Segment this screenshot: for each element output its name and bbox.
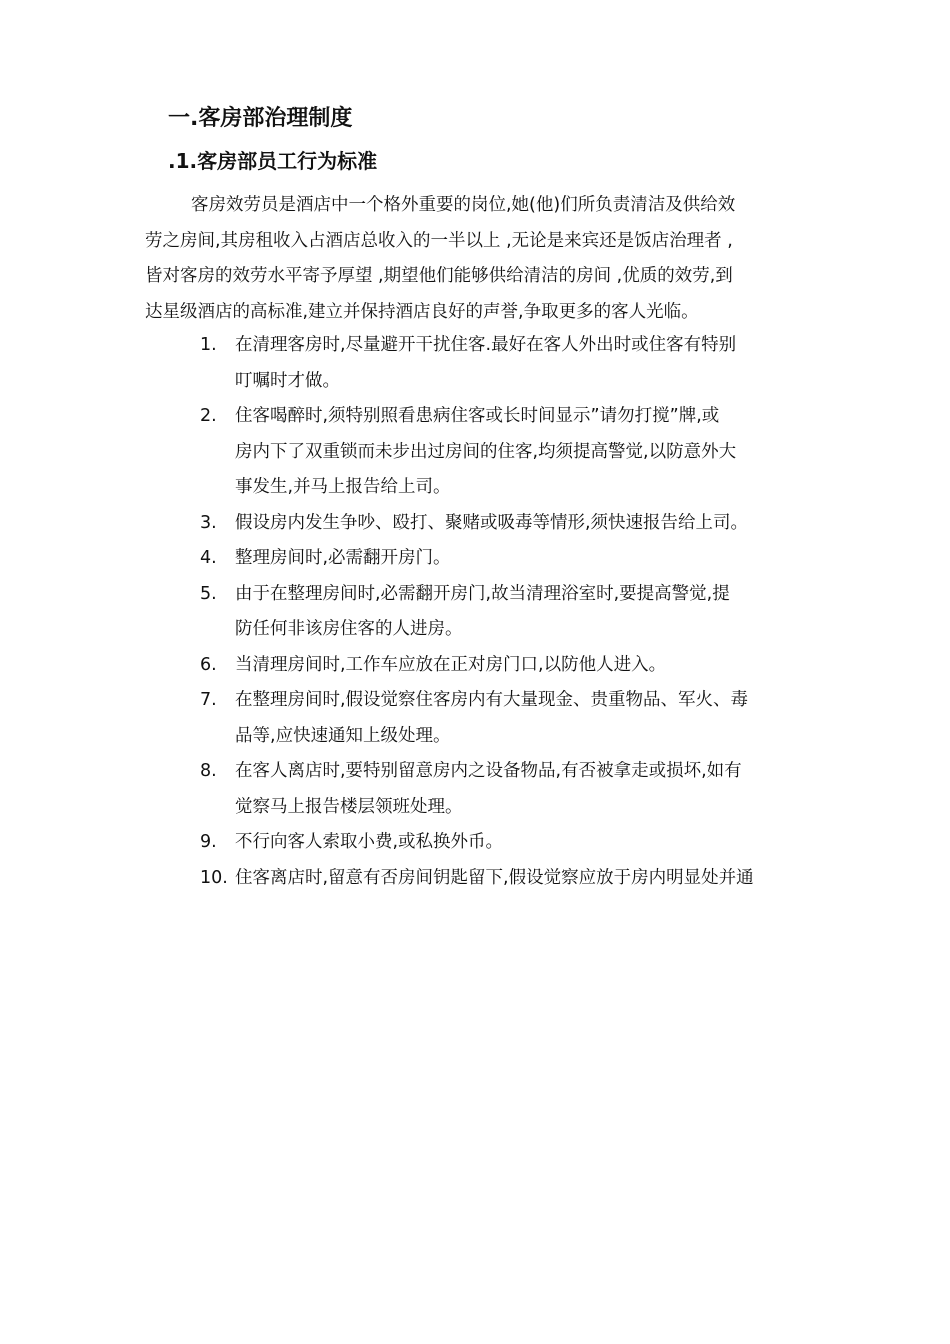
rule-item bbox=[200, 328, 820, 399]
rule-item bbox=[200, 399, 820, 506]
rule-item bbox=[200, 683, 820, 754]
rule-text-line: 住客离店时,留意有否房间钥匙留下,假设觉察应放于房内明显处并通 bbox=[235, 867, 754, 888]
rule-text-line: 叮嘱时才做。 bbox=[235, 370, 340, 391]
rules-list bbox=[200, 328, 820, 896]
intro-paragraph bbox=[145, 188, 795, 330]
rule-item bbox=[200, 825, 820, 861]
intro-line: 达星级酒店的高标准,建立并保持酒店良好的声誉,争取更多的客人光临。 bbox=[145, 301, 699, 322]
rule-text-line: 房内下了双重锁而未步出过房间的住客,均须提高警觉,以防意外大 bbox=[235, 441, 737, 462]
rule-item bbox=[200, 648, 820, 684]
rule-number: 7. bbox=[200, 690, 217, 710]
rule-item bbox=[200, 861, 820, 897]
rule-text-line: 住客喝醉时,须特别照看患病住客或长时间显示”请勿打搅”牌,或 bbox=[235, 406, 720, 426]
rule-text-line: 由于在整理房间时,必需翻开房门,故当清理浴室时,要提高警觉,提 bbox=[235, 583, 730, 604]
rule-number: 1. bbox=[200, 335, 217, 355]
rule-text-line: 不行向客人索取小费,或私换外币。 bbox=[235, 832, 504, 852]
rule-number: 2. bbox=[200, 406, 217, 426]
rule-text-line: 在清理客房时,尽量避开干扰住客.最好在客人外出时或住客有特别 bbox=[235, 335, 737, 355]
rule-number: 6. bbox=[200, 654, 217, 675]
rule-number: 4. bbox=[200, 548, 217, 568]
rule-number: 5. bbox=[200, 583, 217, 604]
subsection-heading: .1.客房部员工行为标准 bbox=[168, 149, 378, 173]
rule-number: 3. bbox=[200, 512, 217, 533]
rule-item bbox=[200, 754, 820, 825]
rule-text-line: 整理房间时,必需翻开房门。 bbox=[235, 548, 451, 568]
rule-text-line: 当清理房间时,工作车应放在正对房门口,以防他人进入。 bbox=[235, 654, 667, 675]
rule-number: 10. bbox=[200, 867, 228, 888]
rule-text-line: 觉察马上报告楼层领班处理。 bbox=[235, 796, 463, 817]
section-heading: 一.客房部治理制度 bbox=[168, 106, 353, 131]
intro-line: 皆对客房的效劳水平寄予厚望 ,期望他们能够供给清洁的房间 ,优质的效劳,到 bbox=[145, 266, 733, 286]
rule-item bbox=[200, 506, 820, 542]
rule-number: 9. bbox=[200, 832, 217, 852]
rule-text-line: 防任何非该房住客的人进房。 bbox=[235, 619, 463, 639]
rule-item bbox=[200, 577, 820, 648]
rule-number: 8. bbox=[200, 761, 217, 781]
rule-text-line: 假设房内发生争吵、殴打、聚赌或吸毒等情形,须快速报告给上司。 bbox=[235, 512, 749, 533]
intro-line: 劳之房间,其房租收入占酒店总收入的一半以上 ,无论是来宾还是饭店治理者 , bbox=[145, 230, 733, 251]
rule-text-line: 在客人离店时,要特别留意房内之设备物品,有否被拿走或损坏,如有 bbox=[235, 761, 742, 781]
rule-text-line: 在整理房间时,假设觉察住客房内有大量现金、贵重物品、军火、毒 bbox=[235, 690, 749, 710]
rule-text-line: 品等,应快速通知上级处理。 bbox=[235, 725, 451, 746]
intro-line: 客房效劳员是酒店中一个格外重要的岗位,她(他)们所负责清洁及供给效 bbox=[191, 195, 736, 215]
rule-text-line: 事发生,并马上报告给上司。 bbox=[235, 477, 451, 497]
rule-item bbox=[200, 541, 820, 577]
